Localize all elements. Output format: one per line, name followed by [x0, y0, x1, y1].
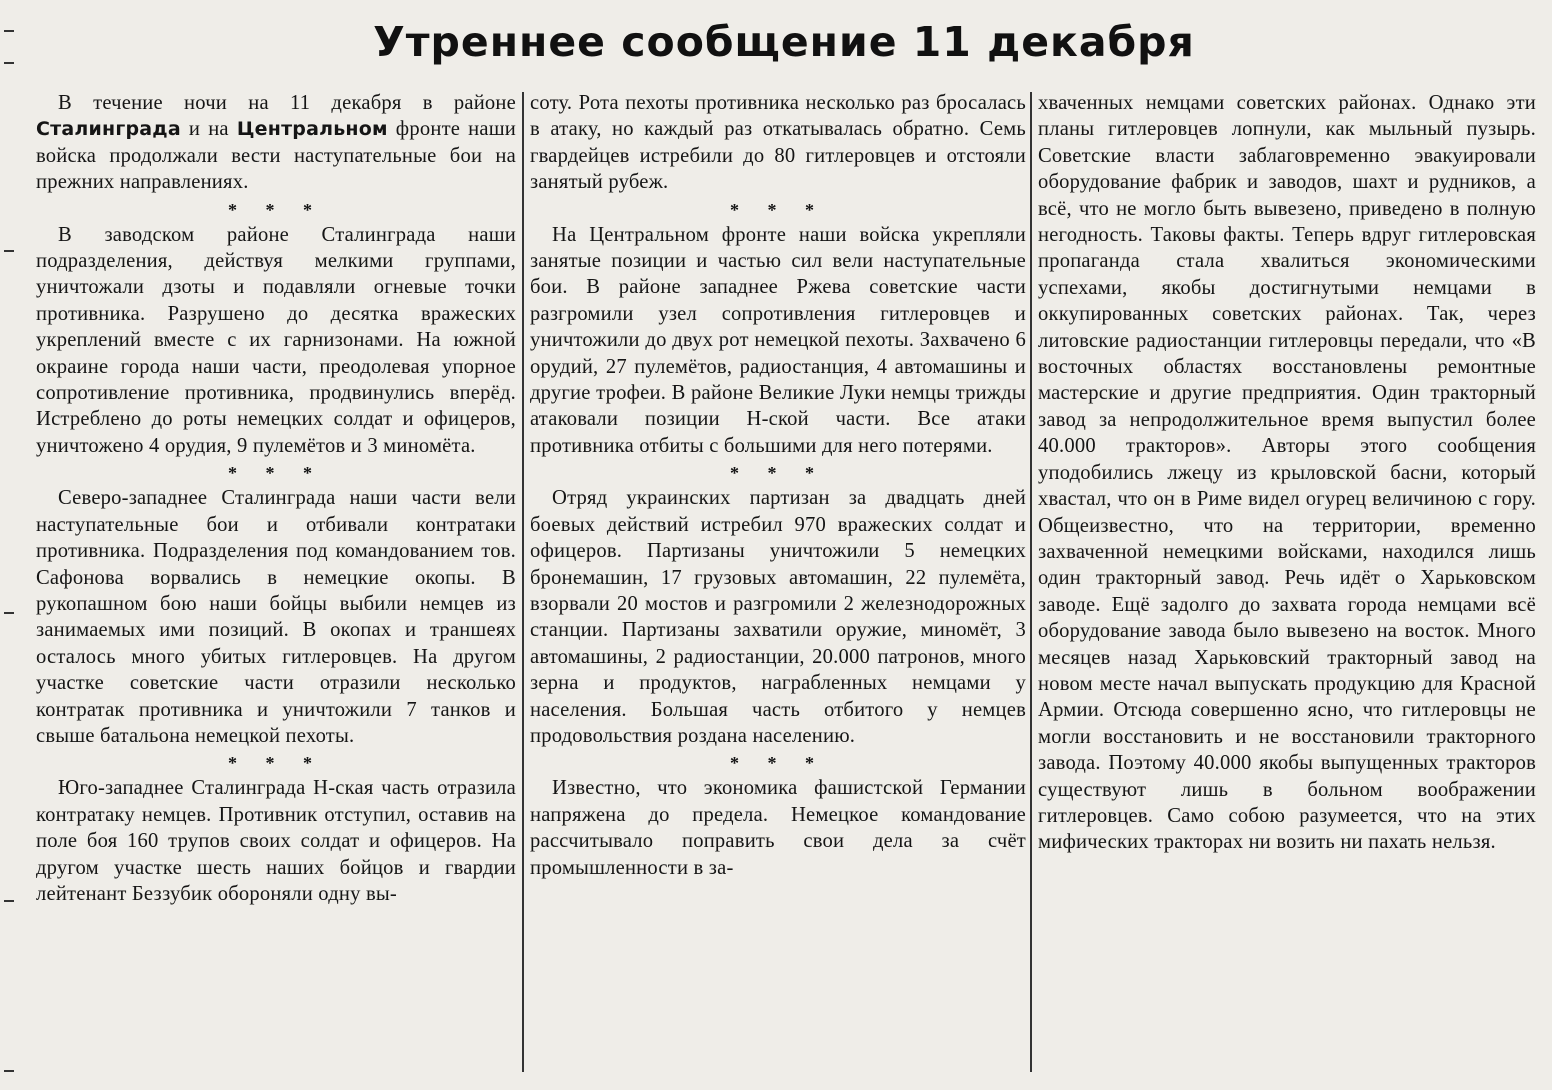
- column-1: [36, 90, 516, 1075]
- right-page-edge: [1538, 0, 1552, 1090]
- section-separator: * * *: [730, 463, 826, 484]
- paragraph-southwest: Юго-западнее Сталинграда Н-ская часть отразила контратаку немцев. Противник отступил, оставив на поле боя 160 трупов своих солдат и офицеров. На другом участке шесть наших бойцов и гвардии лейтенант Беззубик обороняли одну вы-: [36, 777, 516, 905]
- bold-stalingrad: Сталинграда: [36, 118, 181, 141]
- paragraph-central-front: На Центральном фронте наши войска укрепляли занятые позиции и частью сил вели наступательные бои. В районе западнее Ржева советские части разгромили узел сопротивления гитлеровцев и уничтожили до двух рот немецкой пехоты. Захвачено 6 орудий, 27 пулемётов, радиостанция, 4 автомашины и другие трофеи. В районе Великие Луки немцы трижды атаковали позиции Н-ской части. Все атаки противника отбиты с большими для него потерями.: [530, 223, 1026, 457]
- intro-text-start: В течение ночи на 11 декабря в районе: [58, 92, 516, 114]
- article-headline: Утреннее сообщение 11 декабря: [373, 18, 1195, 66]
- section-separator: * * *: [228, 753, 324, 774]
- paragraph-northwest: Северо-западнее Сталинграда наши части вели наступательные бои и отбивали контратаки противника. Подразделения под командованием тов. Сафонова ворвались в немецкие окопы. В рукопашном бою наши бойцы выбили немцев из занимаемых ими позиций. В окопах и траншеях осталось много убитых гитлеровцев. На другом участке советские части отразили несколько контратак противника и уничтожили 7 танков и свыше батальона немецкой пехоты.: [36, 487, 516, 747]
- paragraph-partisans: Отряд украинских партизан за двадцать дней боевых действий истребил 970 вражеских солдат и офицеров. Партизаны уничтожили 5 немецких бронемашин, 17 грузовых автомашин, 22 пулемёта, взорвали 20 мостов и разгромили 2 железнодорожных станции. Партизаны захватили оружие, миномёт, 3 автомашины, 2 радиостанции, 20.000 патронов, много зерна и продуктов, награбленных немцами у населения. Большая часть отбитого у немцев продовольствия роздана населению.: [530, 487, 1026, 747]
- intro-text-mid: и на: [180, 118, 237, 141]
- paragraph-economy-continued: хваченных немцами советских районах. Однако эти планы гитлеровцев лопнули, как мыльный пузырь. Советские власти заблаговременно эвакуировали оборудование фабрик и заводов, шахт и рудников, а всё, что не могло быть вывезено, приведено в полную негодность. Таковы факты. Теперь вдруг гитлеровская пропаганда стала хвалиться экономическими успехами, якобы достигнутыми немцами в оккупированных советских районах. Так, через литовские радиостанции гитлеровцы передали, что «В восточных областях восстановлены ремонтные мастерские и другие предприятия. Один тракторный завод за непродолжительное время выпустил более 40.000 тракторов». Авторы этого сообщения уподобились лжецу из крыловской басни, который хвастал, что он в Риме видел огурец величиною с гору. Общеизвестно, что на территории, временно захваченной немецкими войсками, находился лишь один тракторный завод. Речь идёт о Харьковском заводе. Ещё задолго до захвата города немцами всё оборудование завода было вывезено на восток. Много месяцев назад Харьковский тракторный завод на новом месте начал выпускать продукцию для Красной Армии. Отсюда совершенно ясно, что гитлеровцы не могли восстановить и не восстановили тракторного завода. Поэтому 40.000 якобы выпущенных тракторов существуют лишь в больном воображении гитлеровцев. Само собою разумеется, что на этих мифических тракторах ни возить ни пахать нельзя.: [1038, 92, 1536, 854]
- column-2: [530, 90, 1026, 1075]
- section-separator: * * *: [730, 753, 826, 774]
- left-page-edge: [0, 0, 24, 1090]
- paragraph-intro: [36, 90, 516, 196]
- paragraph-factory-district: В заводском районе Сталинграда наши подразделения, действуя мелкими группами, уничтожали дзоты и подавляли огневые точки противника. Разрушено до десятка вражеских укреплений вместе с их гарнизонами. На южной окраине города наши части, преодолевая упорное сопротивление противника, продвинулись вперёд. Истреблено до роты немецких солдат и офицеров, уничтожено 4 орудия, 9 пулемётов и 3 миномёта.: [36, 223, 516, 457]
- paragraph-height-continued: соту. Рота пехоты противника несколько раз бросалась в атаку, но каждый раз откатывалась обратно. Семь гвардейцев истребили до 80 гитлеровцев и отстояли занятый рубеж.: [530, 92, 1026, 194]
- bold-central: Центральном: [236, 118, 388, 141]
- intro-text-end: фронте наши войска продолжали вести наступательные бои на прежних направлениях.: [36, 118, 516, 194]
- column-3: [1038, 90, 1536, 1075]
- section-separator: * * *: [730, 199, 826, 220]
- section-separator: * * *: [228, 199, 324, 220]
- column-rule-1: [522, 92, 524, 1072]
- column-rule-2: [1030, 92, 1032, 1072]
- newspaper-page: [22, 0, 1546, 1090]
- section-separator: * * *: [228, 463, 324, 484]
- paragraph-economy: Известно, что экономика фашистской Германии напряжена до предела. Немецкое командование рассчитывало поправить свои дела за счёт промышленности в за-: [530, 777, 1026, 879]
